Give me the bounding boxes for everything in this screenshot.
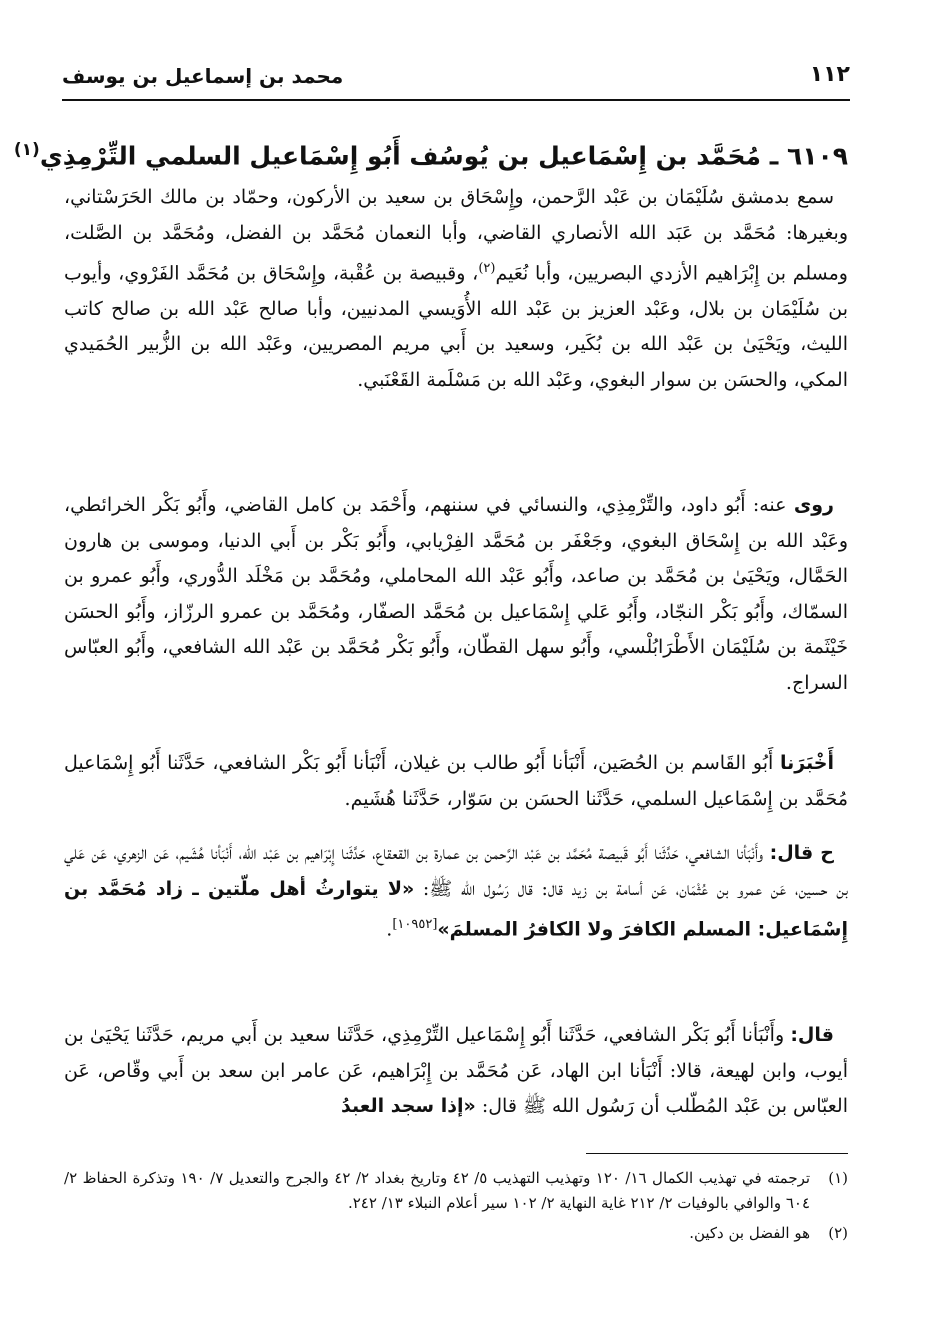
hadith-quote-2: «إذا سجد العبدُ: [341, 1095, 476, 1117]
footnotes: [64, 1166, 848, 1246]
isnad-paragraph-2: [64, 836, 848, 948]
footnote-ref-2: (٢): [478, 261, 496, 276]
isnad1-text: أَبُو القَاسم بن الحُصَين، أَنْبَأنا أَبُو طالب بن غيلان، أَنْبَأنا أَبُو بَكْر الشافعي، حَدَّثَنا أَبُو إِسْمَاعيل مُحَمَّد بن إِسْمَاعيل السلمي، حَدَّثَنا الحسَن بن سَوّار، حَدَّثَنا هُشَيم.: [64, 752, 848, 810]
biography-text-2: ، وقبيصة بن عُقْبة، وإِسْحَاق بن مُحَمَّد الفَرْوي، وأيوب بن سُلَيْمَان بن بلال، وعَبْد العزيز بن عَبْد الله الأُوَيسي المدنيين، وأبا صالح عَبْد الله بن صالح كاتب الليث، ويَحْيَىٰ بن عَبْد الله بن بُكَير، وسعيد بن أَبي مريم المصريين، وعَبْد الله بن الزُّبير الحُمَيدي المكي، والحسَن بن سوار البغوي، وعَبْد الله بن مَسْلَمة القَعْنَبي.: [64, 262, 848, 391]
isnad-paragraph-3: [64, 1018, 848, 1125]
running-header: [62, 58, 850, 98]
page-number: ١١٢: [809, 62, 850, 87]
running-title: محمد بن إسماعيل بن يوسف: [62, 64, 344, 88]
footnote-1-text: ترجمته في تهذيب الكمال ١٦/ ١٢٠ وتهذيب التهذيب ٥/ ٤٢ وتاريخ بغداد ٢/ ٤٢ والجرح والتعديل ٧/ ١٩٠ وتذكرة الحفاظ ٢/ ٦٠٤ والوافي بالوفيات ٢/ ٢١٢ غاية النهاية ٢/ ١٠٢ سير أعلام النبلاء ١٣/ ٢٤٢.: [64, 1169, 811, 1212]
hadith-quote: «لا يتوارثُ أهل ملّتين ـ زاد مُحَمَّد بن إِسْمَاعيل: المسلم الكافرَ ولا الكافرُ المسلمَ»: [64, 877, 848, 941]
footnote-2-number: (٢): [828, 1224, 848, 1242]
footnote-2-text: هو الفضل بن دكين.: [689, 1224, 810, 1242]
entry-heading: [13, 132, 848, 174]
hadith-reference-number: [١٠٩٥٢]: [392, 917, 438, 932]
header-divider: [62, 99, 850, 101]
narrators-text: عنه: أَبُو داود، والتِّرْمِذِي، والنسائي في سننهم، وأَحْمَد بن كامل القاضي، وأَبُو بَكْر الخرائطي، وعَبْد الله بن إِسْحَاق البغوي، وجَعْفَر بن مُحَمَّد الفِرْيابي، وأَبُو بَكْر بن أَبي الدنيا، وموسى بن هارون الحَمَّال، ويَحْيَىٰ بن مُحَمَّد بن صاعد، وأَبُو عَبْد الله المحاملي، ومُحَمَّد بن مَخْلَد الدُّوري، وأَبُو عمرو بن السمّاك، وأَبُو بَكْر النجّاد، وأَبُو عَلي إِسْمَاعيل بن مُحَمَّد الصفّار، ومُحَمَّد بن عمرو الرزّاز، وأَبُو الحسَن خَيْثَمة بن سُلَيْمَان الأَطْرَابُلْسي، وأَبُو سهل القطّان، وأَبُو بَكْر مُحَمَّد بن عَبْد الله الشافعي، وأَبُو العبّاس السراج.: [64, 494, 848, 694]
footnote-2: [64, 1221, 848, 1246]
entry-title: مُحَمَّد بن إِسْمَاعيل بن يُوسُف أَبُو إِسْمَاعيل السلمي التِّرْمِذِي: [39, 141, 761, 171]
isnad2-text: وأَنْبَأنا الشافعي، حَدَّثَنا أَبُو قَبيصة مُحَمَّد بن عَبْد الرَّحمن بن عمارة بن القعقاع، حَدَّثَنا إِبْرَاهيم بن عَبْد الله، أَنْبَأنا هُشَيم، عَن الزهري، عَن عَلي بن حسين، عَن عمرو بن عُثْمَان، عَن أسامة بن زيد قال: قال رَسُول الله ﷺ:: [64, 842, 848, 900]
isnad1-keyword: أَخْبَرَنا: [779, 752, 834, 774]
entry-footnote-mark: (١): [13, 140, 40, 160]
isnad2-keyword: ح قال:: [769, 842, 834, 864]
footnote-divider: [586, 1153, 848, 1154]
isnad3-text: وأَنْبَأنا أَبُو بَكْر الشافعي، حَدَّثَنا أَبُو إِسْمَاعيل التِّرْمِذِي، حَدَّثَنا سعيد بن أَبي مريم، حَدَّثَنا يَحْيَىٰ بن أيوب، وابن لهيعة، قالا: أَنْبَأنا ابن الهاد، عَن مُحَمَّد بن إِبْرَاهيم، عَن عامر ابن سعد بن أَبي وقّاص، عَن العبّاس بن عَبْد المُطّلب أن رَسُول الله ﷺ قال:: [64, 1024, 848, 1117]
narrators-paragraph: [64, 488, 848, 701]
footnote-1-number: (١): [828, 1169, 848, 1187]
biography-text-1: سمع بدمشق سُلَيْمَان بن عَبْد الرَّحمن، وإِسْحَاق بن سعيد بن الأركون، وحمّاد بن مالك الحَرَسْتاني، وبغيرها: مُحَمَّد بن عَبَد الله الأنصاري القاضي، وأبا النعمان مُحَمَّد بن الفضل، ومُحَمَّد بن الصَّلت، ومسلم بن إِبْرَاهيم الأزدي البصريين، وأبا نُعَيم: [64, 186, 848, 285]
entry-number: ٦١٠٩: [786, 141, 848, 171]
biography-paragraph: [64, 180, 848, 398]
isnad-paragraph-1: [64, 746, 848, 817]
entry-dash: ـ: [769, 141, 779, 171]
footnote-1: [64, 1166, 848, 1216]
isnad3-keyword: قال:: [790, 1024, 834, 1046]
isnad2-end: .: [386, 918, 393, 941]
narrators-keyword: روى: [793, 494, 834, 516]
